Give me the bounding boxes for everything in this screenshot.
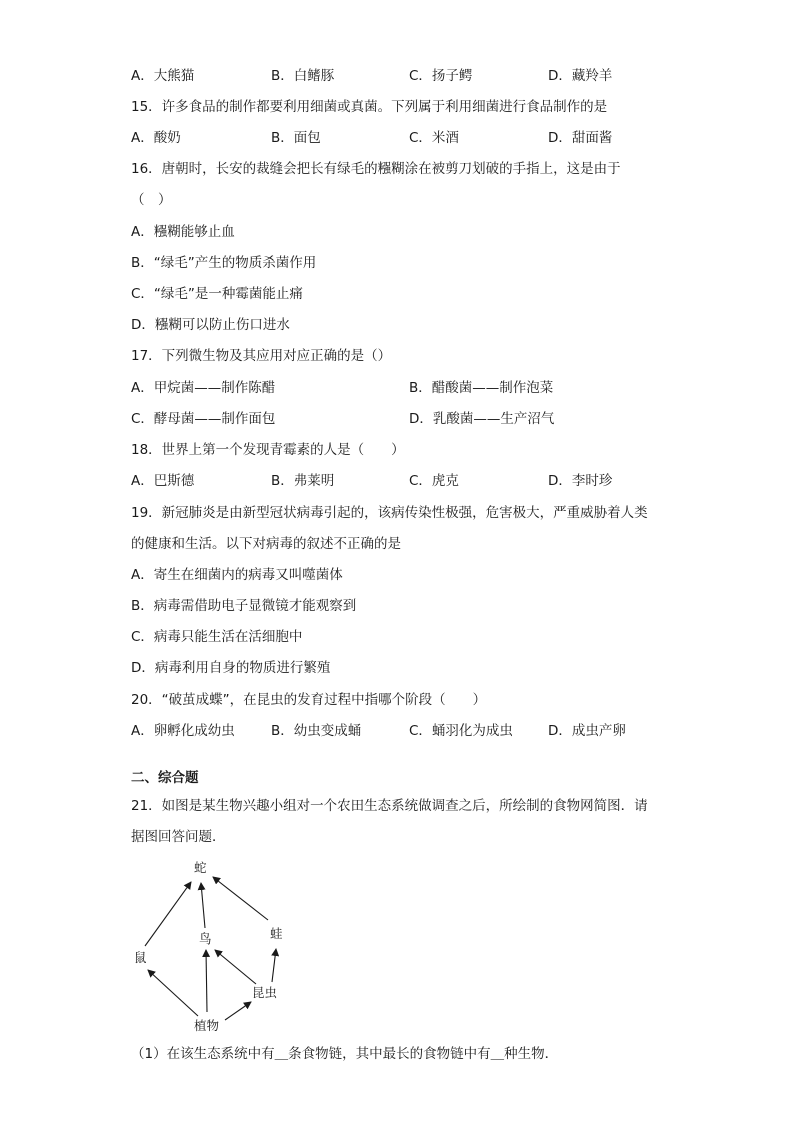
- q18-option-a: A．巴斯德: [131, 473, 195, 489]
- node-mouse: 鼠: [134, 950, 147, 965]
- q18-stem: 18．世界上第一个发现青霉素的人是（ ）: [131, 442, 405, 458]
- node-frog: 蛙: [270, 926, 283, 941]
- q15-stem: 15．许多食品的制作都要利用细菌或真菌。下列属于利用细菌进行食品制作的是: [131, 99, 608, 115]
- q15-option-b: B．面包: [271, 130, 321, 146]
- q21-sub1: （1）在该生态系统中有＿条食物链，其中最长的食物链中有＿种生物．: [131, 1046, 559, 1062]
- arrow-plant-to-bird: [206, 950, 207, 1012]
- q19-option-b: B．病毒需借助电子显微镜才能观察到: [131, 598, 357, 614]
- node-plant: 植物: [194, 1018, 220, 1033]
- food-web-diagram: [128, 852, 308, 1034]
- arrow-plant-to-mouse: [148, 970, 198, 1016]
- q18-option-c: C．虎克: [409, 473, 459, 489]
- q14-option-a: A．大熊猫: [131, 68, 195, 84]
- q21-stem-line1: 21．如图是某生物兴趣小组对一个农田生态系统做调查之后，所绘制的食物网简图．请: [131, 798, 648, 814]
- arrow-plant-to-insect: [225, 1002, 251, 1020]
- q18-option-b: B．弗莱明: [271, 473, 335, 489]
- q19-option-d: D．病毒利用自身的物质进行繁殖: [131, 660, 331, 676]
- q20-option-d: D．成虫产卵: [548, 723, 626, 739]
- q17-option-c: C．酵母菌——制作面包: [131, 411, 276, 427]
- q20-option-b: B．幼虫变成蛹: [271, 723, 362, 739]
- q20-stem: 20．“破茧成蝶”，在昆虫的发育过程中指哪个阶段（ ）: [131, 692, 487, 708]
- q20-option-a: A．卵孵化成幼虫: [131, 723, 235, 739]
- q18-option-d: D．李时珍: [548, 473, 613, 489]
- q19-stem-line2: 的健康和生活。以下对病毒的叙述不正确的是: [131, 536, 401, 552]
- q16-stem-line2: （ ）: [131, 192, 172, 208]
- q16-option-d: D．糨糊可以防止伤口进水: [131, 317, 290, 333]
- node-snake: 蛇: [194, 860, 207, 875]
- q20-option-c: C．蛹羽化为成虫: [409, 723, 513, 739]
- q15-option-a: A．酸奶: [131, 130, 181, 146]
- q16-option-b: B．“绿毛”产生的物质杀菌作用: [131, 255, 317, 271]
- q16-stem-line1: 16．唐朝时，长安的裁缝会把长有绿毛的糨糊涂在被剪刀划破的手指上，这是由于: [131, 161, 621, 177]
- q17-option-b: B．醋酸菌——制作泡菜: [409, 380, 554, 396]
- q16-option-c: C．“绿毛”是一种霉菌能止痛: [131, 286, 303, 302]
- q19-option-c: C．病毒只能生活在活细胞中: [131, 629, 303, 645]
- arrow-insect-to-frog: [272, 949, 276, 982]
- q15-option-d: D．甜面酱: [548, 130, 613, 146]
- node-bird: 鸟: [199, 931, 212, 946]
- q14-option-d: D．藏羚羊: [548, 68, 613, 84]
- arrow-insect-to-bird: [215, 950, 256, 984]
- node-insect: 昆虫: [252, 985, 278, 1000]
- arrow-frog-to-snake: [213, 877, 268, 920]
- q17-option-d: D．乳酸菌——生产沼气: [409, 411, 555, 427]
- q21-stem-line2: 据图回答问题．: [131, 829, 226, 845]
- arrow-mouse-to-snake: [145, 882, 191, 946]
- q16-option-a: A．糨糊能够止血: [131, 224, 235, 240]
- q14-option-c: C．扬子鳄: [409, 68, 473, 84]
- q17-stem: 17．下列微生物及其应用对应正确的是（）: [131, 348, 392, 364]
- q19-stem-line1: 19．新冠肺炎是由新型冠状病毒引起的，该病传染性极强，危害极大，严重威胁着人类: [131, 505, 648, 521]
- section-title: 二、综合题: [131, 770, 199, 786]
- q19-option-a: A．寄生在细菌内的病毒又叫噬菌体: [131, 567, 343, 583]
- q14-option-b: B．白鳍豚: [271, 68, 335, 84]
- arrow-bird-to-snake: [201, 883, 205, 928]
- q15-option-c: C．米酒: [409, 130, 459, 146]
- q17-option-a: A．甲烷菌——制作陈醋: [131, 380, 276, 396]
